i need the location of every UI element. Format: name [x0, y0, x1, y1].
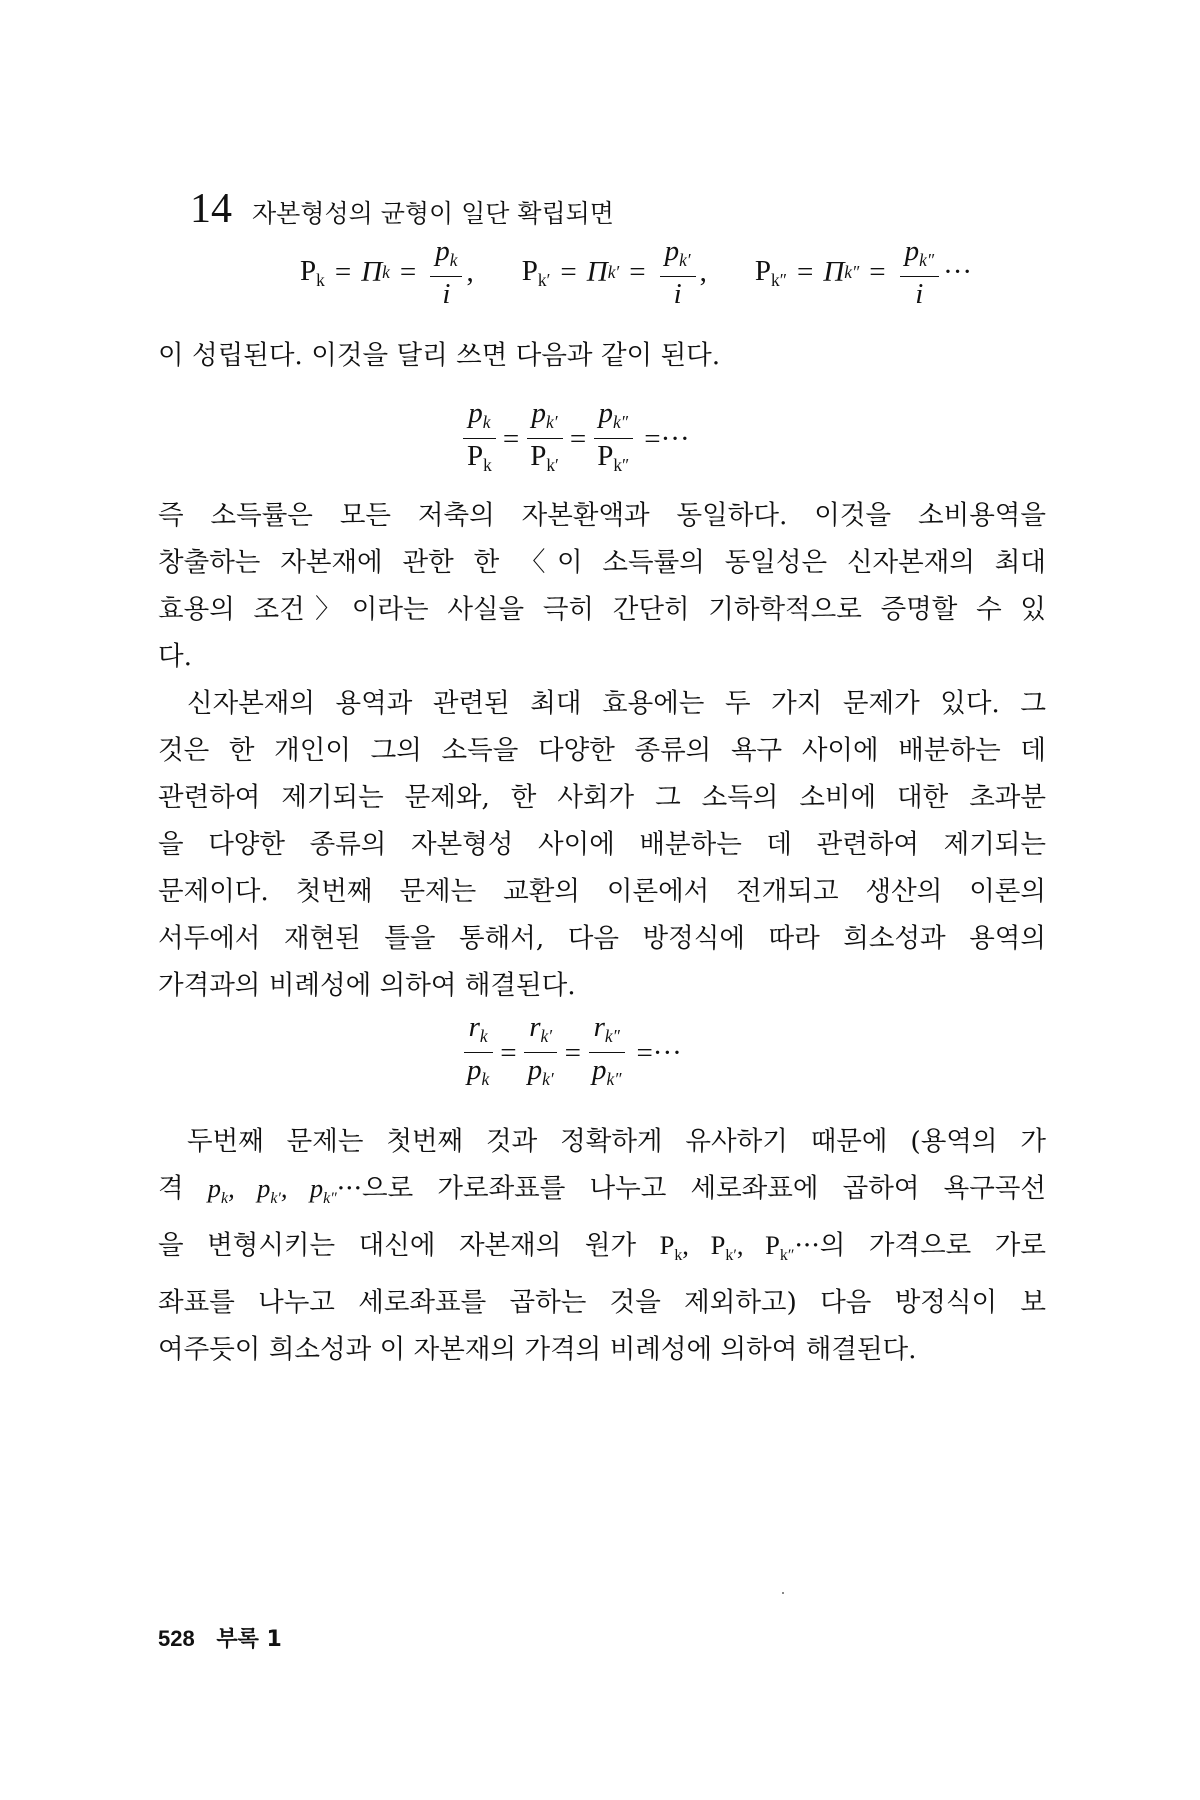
paragraph-1: 이 성립된다. 이것을 달리 쓰면 다음과 같이 된다. — [158, 340, 721, 371]
section-heading — [190, 185, 614, 233]
paragraph-3: 신자본재의 용역과 관련된 최대 효용에는 두 가지 문제가 있다. 그 것은 한 개인이 그의 소득을 다양한 종류의 욕구 사이에 배분하는 데 관련하여 제기되는 문제와, 한 사회가 그 소득의 소비에 대한 초과분 을 다양한 종류의 자본형성 사이에 배분하는 데 관련하여 제기되는 문제이다. 첫번째 문제는 교환의 이론에서 전개되고 생산의 이론의 서두에서 재현된 틀을 통해서, 다음 방정식에 따라 희소성과 용역의 가격과의 비례성에 의하여 해결된다. — [158, 688, 1046, 1001]
ellipsis-2: =··· — [644, 422, 690, 455]
paragraph-2: 즉 소득률은 모든 저축의 자본환액과 동일하다. 이것을 소비용역을 창출하는 자본재에 관한 한 〈이 소득률의 동일성은 신자본재의 최대 효용의 조건〉이라는 사실을 극히 간단히 기하학적으로 증명할 수 있 다. — [158, 500, 1046, 672]
equation-income-ratio: $\frac{p_k}{P_k}$ = $\frac{p_{k'}}{P_{k'}}$ = $\frac{p_{k''}}{P_{k''}}$ =··· — [458, 398, 690, 480]
ellipsis-3: =··· — [636, 1036, 682, 1069]
stray-dot — [782, 1592, 784, 1594]
ellipsis-1: ··· — [943, 256, 973, 288]
section-text: 자본형성의 균형이 일단 확립되면 — [252, 199, 614, 228]
page-footer — [158, 1622, 282, 1653]
page-number: 528 — [158, 1626, 195, 1651]
appendix-label: 부록 1 — [216, 1627, 282, 1652]
section-number: 14 — [190, 186, 232, 232]
equation-scarcity-ratio: $\frac{r_k}{p_k}$ = $\frac{r_{k'}}{p_{k'}}$ = $\frac{r_{k''}}{p_{k''}}$ =··· — [458, 1012, 682, 1094]
equation-price-equals-income-over-rate: $P_k$ = Π k = $\frac{p_k}{i}$ , $P_{k'}$ = Π k′ = $\frac{p_{k'}}{i}$ , $P_{k''}$ = Π k″ = $\frac{p_{k''}}{i}$ ··· — [300, 235, 973, 310]
paragraph-4: 두번째 문제는 첫번째 것과 정확하게 유사하기 때문에 (용역의 가 격 $p_k$, $p_{k'}$, $p_{k''}\cdot\cdot\cdot$으로 가로좌표를 나누고 세로좌표에 곱하여 욕구곡선 을 변형시키는 대신에 자본재의 원가 $P_k$, $P_{k'}$, $P_{k''}\cdot\cdot\cdot$의 가격으로 가로 좌표를 나누고 세로좌표를 곱하는 것을 제외하고) 다음 방정식이 보 여주듯이 희소성과 이 자본재의 가격의 비례성에 의하여 해결된다. — [158, 1126, 1046, 1365]
